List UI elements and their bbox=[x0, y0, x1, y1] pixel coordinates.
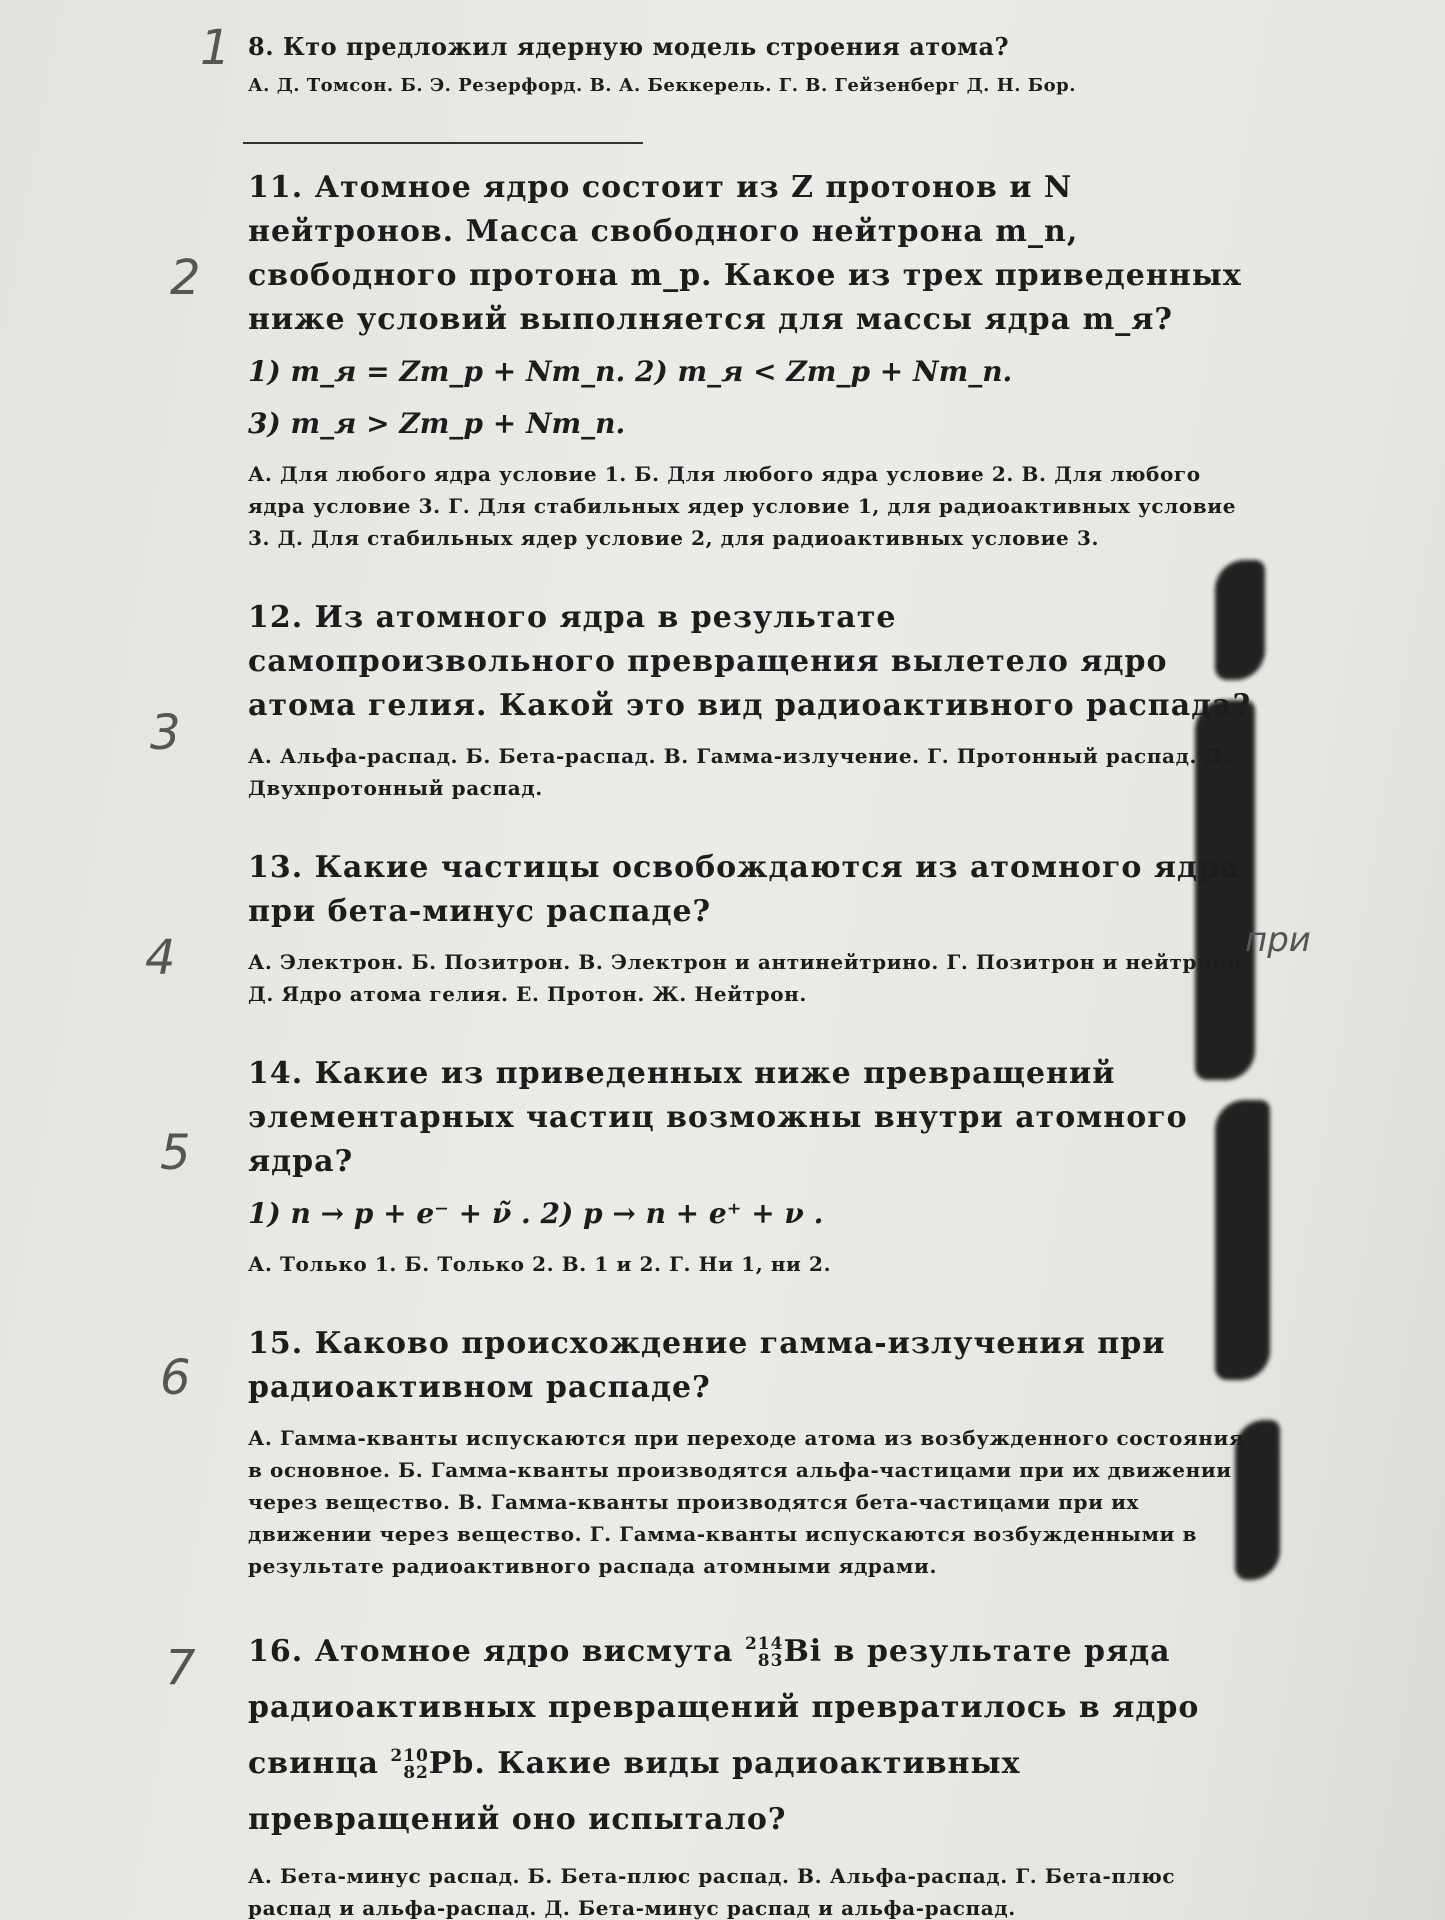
margin-mark: 6 bbox=[160, 1350, 191, 1406]
question-title: 8. Кто предложил ядерную модель строения атома? bbox=[248, 32, 1010, 61]
mass-number: 210 bbox=[390, 1746, 429, 1766]
element-symbol: Bi bbox=[783, 1634, 823, 1669]
charge-number: 83 bbox=[757, 1651, 784, 1671]
margin-mark: 4 bbox=[145, 930, 176, 986]
charge-number: 82 bbox=[403, 1763, 429, 1783]
answer-options: А. Только 1. Б. Только 2. В. 1 и 2. Г. Ни 1, ни 2. bbox=[248, 1252, 832, 1276]
question-16 bbox=[248, 1624, 1258, 1920]
answer-options: А. Электрон. Б. Позитрон. В. Электрон и антинейтрино. Г. Позитрон и нейтрино. Д. Ядро атома гелия. Е. Протон. Ж. Нейтрон. bbox=[248, 950, 1250, 1006]
answer-options: А. Гамма-кванты испускаются при переходе атома из возбужденного состояния в основное. Б. Гамма-кванты производятся альфа-частицами при их движении через вещество. В. Гамма-кванты производятся бета-частицами при их движении через вещество. Г. Гамма-кванты испускаются возбужденными в результате радиоактивного распада атомными ядрами. bbox=[248, 1426, 1245, 1578]
margin-mark: 1 bbox=[200, 20, 231, 76]
formula-line: 1) n → p + e⁻ + ν̃ . 2) p → n + e⁺ + ν . bbox=[248, 1197, 824, 1230]
question-title: 14. Какие из приведенных ниже превращений элементарных частиц возможны внутри атомного ядра? bbox=[248, 1056, 1188, 1179]
question-15 bbox=[248, 1322, 1258, 1582]
question-title: 12. Из атомного ядра в результате самопроизвольного превращения вылетело ядро атома гелия. Какой это вид радиоактивного распада? bbox=[248, 600, 1252, 723]
margin-mark: 5 bbox=[160, 1125, 191, 1181]
answer-options: А. Альфа-распад. Б. Бета-распад. В. Гамма-излучение. Г. Протонный распад. Д. Двухпротонный распад. bbox=[248, 744, 1231, 800]
formula-line: 1) m_я = Zm_p + Nm_n. 2) m_я < Zm_p + Nm_n. bbox=[248, 355, 1013, 388]
formula-line: 3) m_я > Zm_p + Nm_n. bbox=[248, 407, 626, 440]
answer-options: А. Бета-минус распад. Б. Бета-плюс распад. В. Альфа-распад. Г. Бета-плюс распад и альфа-распад. Д. Бета-минус распад и альфа-распад. bbox=[248, 1864, 1176, 1920]
title-part: . Какие виды радиоактивных превращений оно испытало? bbox=[248, 1746, 1021, 1837]
mass-number: 214 bbox=[744, 1634, 784, 1654]
margin-mark: 3 bbox=[150, 705, 181, 761]
question-14 bbox=[248, 1052, 1258, 1280]
answer-options: А. Д. Томсон. Б. Э. Резерфорд. В. А. Беккерель. Г. В. Гейзенберг Д. Н. Бор. bbox=[248, 75, 1076, 96]
title-part: 16. Атомное ядро висмута bbox=[248, 1634, 734, 1669]
margin-mark: 7 bbox=[165, 1640, 196, 1696]
handwritten-note: при bbox=[1245, 920, 1311, 960]
question-title: 15. Каково происхождение гамма-излучения при радиоактивном распаде? bbox=[248, 1326, 1166, 1405]
isotope-lead bbox=[390, 1748, 474, 1782]
question-title: 11. Атомное ядро состоит из Z протонов и N нейтронов. Масса свободного нейтрона m_n, свободного протона m_p. Какое из трех приведенных ниже условий выполняется для массы ядра m_я? bbox=[248, 170, 1242, 337]
question-13 bbox=[248, 846, 1258, 1010]
question-10 bbox=[248, 30, 1258, 100]
answer-options: А. Для любого ядра условие 1. Б. Для любого ядра условие 2. В. Для любого ядра условие 3. Г. Для стабильных ядер условие 1, для радиоактивных условие 3. Д. Для стабильных ядер условие 2, для радиоактивных условие 3. bbox=[248, 462, 1237, 550]
document-content bbox=[248, 30, 1258, 1920]
question-title: 13. Какие частицы освобождаются из атомного ядра при бета-минус распаде? bbox=[248, 850, 1241, 929]
element-symbol: Pb bbox=[428, 1746, 475, 1781]
question-12 bbox=[248, 596, 1258, 804]
question-title bbox=[248, 1624, 1258, 1848]
isotope-bismuth bbox=[745, 1636, 822, 1670]
title-part: в результате ряда радиоактивных превращений превратилось в ядро свинца bbox=[248, 1634, 1200, 1781]
question-11 bbox=[248, 166, 1258, 554]
margin-mark: 2 bbox=[170, 250, 201, 306]
divider bbox=[243, 142, 643, 144]
